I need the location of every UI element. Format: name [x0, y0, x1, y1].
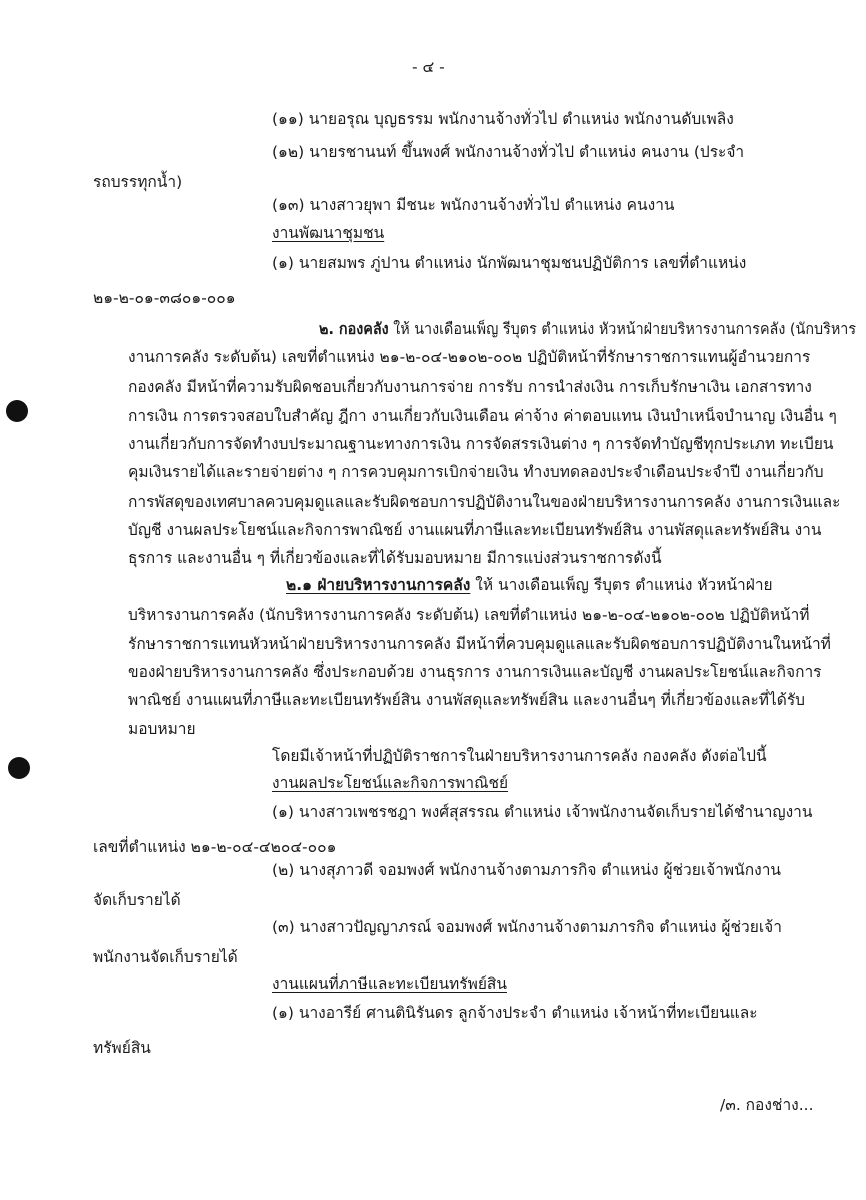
staff-line-12: (๑๒) นายรชานนท์ ขึ้นพงศ์ พนักงานจ้างทั่วไป ตำแหน่ง คนงาน (ประจำ	[272, 143, 745, 161]
paragraph-line-12: งานเกี่ยวกับการจัดทำงบประมาณฐานะทางการเงิน การจัดสรรเงินต่าง ๆ การจัดทำบัญชีทุกประเภท ทะเบียน	[128, 435, 834, 453]
paragraph-line-14: การพัสดุของเทศบาลควบคุมดูแลและรับผิดชอบการปฏิบัติงานในของฝ่ายบริหารงานการคลัง งานการเงินและ	[128, 493, 841, 511]
tax-map-staff-1: (๑) นางอารีย์ ศานตินิรันดร ลูกจ้างประจำ ตำแหน่ง เจ้าหน้าที่ทะเบียนและ	[272, 1004, 758, 1022]
subsection-line-18: บริหารงานการคลัง (นักบริหารงานการคลัง ระดับต้น) เลขที่ตำแหน่ง ๒๑-๒-๐๔-๒๑๐๒-๐๐๒ ปฏิบัติหน้าที่	[128, 606, 810, 624]
position-number-line: ๒๑-๒-๐๑-๓๘๐๑-๐๐๑	[93, 289, 236, 307]
section-heading-tax-map: งานแผนที่ภาษีและทะเบียนทรัพย์สิน	[272, 975, 507, 993]
paragraph-line-16: ธุรการ และงานอื่น ๆ ที่เกี่ยวข้องและที่ได้รับมอบหมาย มีการแบ่งส่วนราชการดังนี้	[128, 549, 662, 567]
paragraph-finance-division-line-1	[319, 322, 856, 338]
page-number: - ๔ -	[412, 58, 445, 76]
subsection-line-20: ของฝ่ายบริหารงานการคลัง ซึ่งประกอบด้วย งานธุรการ งานการเงินและบัญชี งานผลประโยชน์และกิจการ	[128, 663, 822, 681]
staff-line-community-1: (๑) นายสมพร ภู่ปาน ตำแหน่ง นักพัฒนาชุมชนปฏิบัติการ เลขที่ตำแหน่ง	[272, 254, 747, 272]
paragraph-line-15: บัญชี งานผลประโยชน์และกิจการพาณิชย์ งานแผนที่ภาษีและทะเบียนทรัพย์สิน งานพัสดุและทรัพย์สิน งาน	[128, 521, 822, 539]
section-heading-revenue: งานผลประโยชน์และกิจการพาณิชย์	[272, 774, 509, 792]
section-heading-community-dev: งานพัฒนาชุมชน	[272, 224, 385, 242]
subsection-finance-admin-line-1	[286, 578, 773, 594]
paragraph-line-9: งานการคลัง ระดับต้น) เลขที่ตำแหน่ง ๒๑-๒-๐๔-๒๑๐๒-๐๐๒ ปฏิบัติหน้าที่รักษาราชการแทนผู้อำนวยการ	[128, 348, 811, 366]
revenue-staff-2-cont: จัดเก็บรายได้	[93, 891, 181, 909]
paragraph-line-13: คุมเงินรายได้และรายจ่ายต่าง ๆ การควบคุมการเบิกจ่ายเงิน ทำงบทดลองประจำเดือนประจำปี งานเกี่ยวกับ	[128, 463, 824, 481]
tax-map-staff-1-cont: ทรัพย์สิน	[93, 1039, 151, 1057]
subsection-line-19: รักษาราชการแทนหัวหน้าฝ่ายบริหารงานการคลัง มีหน้าที่ควบคุมดูแลและรับผิดชอบการปฏิบัติงานในหน้าที่	[128, 635, 831, 653]
page-footer-continuation: /๓. กองช่าง...	[720, 1096, 814, 1114]
staff-line-12-cont: รถบรรทุกน้ำ)	[93, 173, 183, 191]
revenue-staff-3-cont: พนักงานจัดเก็บรายได้	[93, 948, 238, 966]
officers-intro-line: โดยมีเจ้าหน้าที่ปฏิบัติราชการในฝ่ายบริหารงานการคลัง กองคลัง ดังต่อไปนี้	[272, 747, 767, 765]
paragraph-line-11: การเงิน การตรวจสอบใบสำคัญ ฎีกา งานเกี่ยวกับเงินเดือน ค่าจ้าง ค่าตอบแทน เงินบำเหน็จบำนาญ เงินอื่น ๆ	[128, 407, 837, 425]
finance-division-heading-rest: ให้ นางเดือนเพ็ญ รีบุตร ตำแหน่ง หัวหน้าฝ่ายบริหารงานการคลัง (นักบริหาร	[388, 320, 857, 338]
paragraph-line-10: กองคลัง มีหน้าที่ความรับผิดชอบเกี่ยวกับงานการจ่าย การรับ การนำส่งเงิน การเก็บรักษาเงิน เอกสารทาง	[128, 378, 812, 396]
revenue-staff-1-position-number: เลขที่ตำแหน่ง ๒๑-๒-๐๔-๔๒๐๔-๐๐๑	[93, 838, 337, 856]
revenue-staff-2: (๒) นางสุภาวดี จอมพงศ์ พนักงานจ้างตามภารกิจ ตำแหน่ง ผู้ช่วยเจ้าพนักงาน	[272, 861, 781, 879]
revenue-staff-1: (๑) นางสาวเพชรชฎา พงศ์สุสรรณ ตำแหน่ง เจ้าพนักงานจัดเก็บรายได้ชำนาญงาน	[272, 803, 813, 821]
finance-division-heading: ๒. กองคลัง	[319, 320, 389, 338]
staff-line-11: (๑๑) นายอรุณ บุญธรรม พนักงานจ้างทั่วไป ตำแหน่ง พนักงานดับเพลิง	[272, 110, 734, 128]
staff-line-13: (๑๓) นางสาวยุพา มีชนะ พนักงานจ้างทั่วไป ตำแหน่ง คนงาน	[272, 196, 675, 214]
binder-hole-icon	[6, 400, 28, 422]
binder-hole-icon	[8, 757, 30, 779]
subsection-line-21: พาณิชย์ งานแผนที่ภาษีและทะเบียนทรัพย์สิน งานพัสดุและทรัพย์สิน และงานอื่นๆ ที่เกี่ยวข้องและที่ได้รับ	[128, 691, 806, 709]
subsection-line-22: มอบหมาย	[128, 720, 196, 738]
finance-admin-heading-rest: ให้ นางเดือนเพ็ญ รีบุตร ตำแหน่ง หัวหน้าฝ่าย	[470, 576, 773, 594]
finance-admin-heading: ๒.๑ ฝ่ายบริหารงานการคลัง	[286, 576, 471, 594]
revenue-staff-3: (๓) นางสาวปัญญาภรณ์ จอมพงศ์ พนักงานจ้างตามภารกิจ ตำแหน่ง ผู้ช่วยเจ้า	[272, 918, 782, 936]
